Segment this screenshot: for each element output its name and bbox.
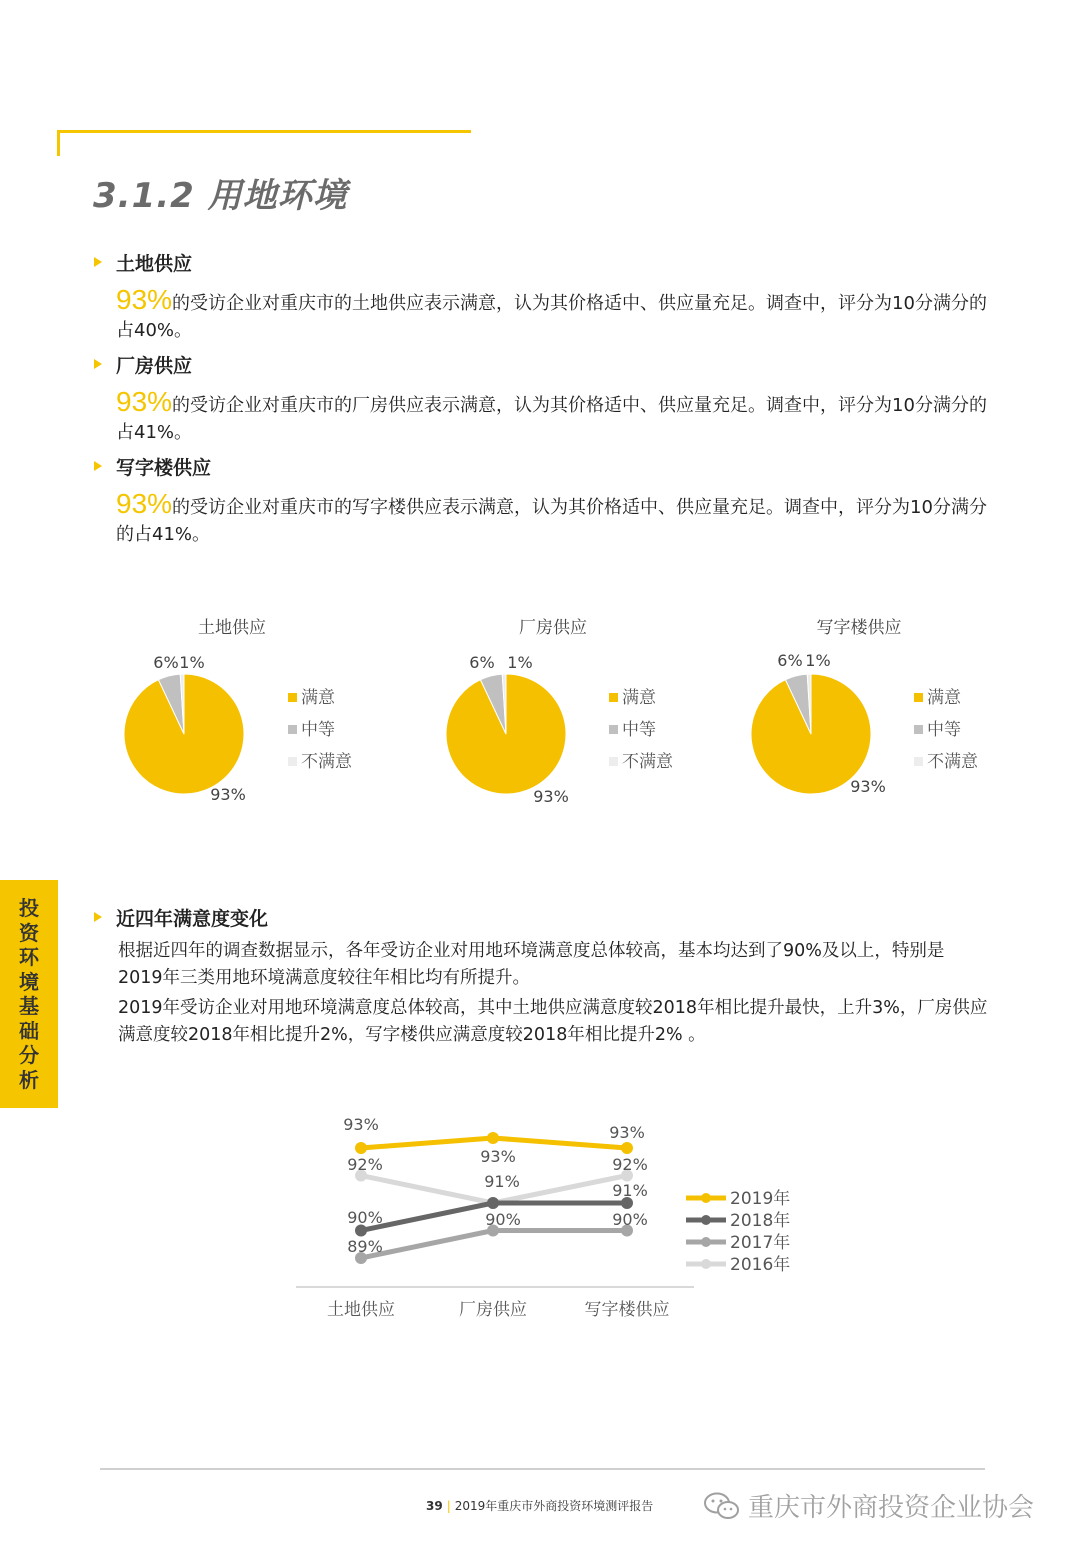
data-label: 90% [485,1210,521,1229]
sidebar-tab [0,880,58,1108]
pie-title: 土地供应 [198,618,266,638]
legend-label: 满意 [927,688,961,708]
data-label: 90% [612,1210,648,1229]
legend-marker [701,1193,711,1203]
sidebar-char: 投 [19,896,39,920]
data-point [355,1142,367,1154]
paragraph-text: 的受访企业对重庆市的写字楼供应表示满意，认为其价格适中、供应量充足。调查中，评分为10分满分的占41%。 [116,497,987,545]
pie-title: 写字楼供应 [816,618,902,638]
bullet-icon [94,257,102,267]
pie-label: 1% [507,653,533,672]
sidebar-char: 境 [19,969,39,994]
watermark-text: 重庆市外商投资企业协会 [748,1493,1035,1523]
pie-chart [124,618,352,804]
line-chart [0,1090,1080,1330]
trend-paragraph-2: 2019年受访企业对用地环境满意度总体较高，其中土地供应满意度较2018年相比提升最快，上升3%，厂房供应满意度较2018年相比提升2%，写字楼供应满意度较2018年相比提升2% 。 [118,998,988,1045]
paragraph-text: 的受访企业对重庆市的厂房供应表示满意，认为其价格适中、供应量充足。调查中，评分为10分满分的占41%。 [116,395,987,443]
pie-label: 6% [153,653,179,672]
sidebar-char: 环 [19,945,39,969]
legend-label: 中等 [622,720,656,740]
wechat-icon [702,1490,742,1522]
legend-swatch [288,693,297,702]
highlight-value: 93% [116,386,173,417]
title-frame-top [57,130,471,133]
sidebar-char: 析 [19,1067,39,1092]
paragraph-land-supply [116,286,996,344]
data-point [487,1132,499,1144]
pie-chart [751,618,978,796]
heading-land-supply: 土地供应 [116,253,193,275]
legend-label: 2018年 [730,1211,791,1231]
heading-office-supply: 写字楼供应 [116,457,212,479]
paragraph-factory-supply [116,388,996,446]
legend-label: 满意 [622,688,656,708]
sidebar-char: 础 [19,1018,39,1043]
legend-label: 中等 [301,720,335,740]
sidebar-char: 分 [19,1043,39,1067]
legend-label: 满意 [301,688,335,708]
pie-label: 93% [210,785,246,804]
sidebar-char: 基 [19,994,39,1018]
pie-label: 1% [179,653,205,672]
x-tick-label: 土地供应 [327,1300,395,1320]
page-number: 39 [426,1499,443,1513]
legend-swatch [609,757,618,766]
footer-divider [100,1468,985,1470]
legend-label: 不满意 [301,752,352,772]
pie-label: 93% [850,777,886,796]
legend-swatch [609,693,618,702]
legend-marker [701,1237,711,1247]
legend-swatch [914,693,923,702]
data-label: 90% [347,1208,383,1227]
footer [426,1497,653,1514]
bullet-icon [94,912,102,922]
heading-factory-supply: 厂房供应 [116,355,193,377]
legend-swatch [914,725,923,734]
pie-label: 1% [805,651,831,670]
legend-marker [701,1215,711,1225]
paragraph-text: 的受访企业对重庆市的土地供应表示满意，认为其价格适中、供应量充足。调查中，评分为10分满分的占40%。 [116,293,987,341]
watermark [702,1487,1034,1524]
legend-swatch [914,757,923,766]
highlight-value: 93% [116,284,173,315]
legend-label: 2016年 [730,1255,791,1275]
legend-label: 不满意 [927,752,978,772]
data-point [621,1142,633,1154]
pie-label: 6% [777,651,803,670]
pie-chart [446,618,673,806]
legend-label: 2017年 [730,1233,791,1253]
pie-label: 93% [533,787,569,806]
x-tick-label: 写字楼供应 [584,1300,670,1320]
bullet-icon [94,461,102,471]
data-label: 93% [609,1123,645,1142]
trend-paragraph-1: 根据近四年的调查数据显示，各年受访企业对用地环境满意度总体较高，基本均达到了90%及以上，特别是2019年三类用地环境满意度较往年相比均有所提升。 [118,941,945,988]
data-label: 91% [612,1181,648,1200]
footer-separator: | [446,1499,451,1513]
paragraph-office-supply [116,490,996,548]
data-point [487,1197,499,1209]
x-tick-label: 厂房供应 [459,1300,527,1320]
data-label: 92% [347,1155,383,1174]
pie-label: 6% [469,653,495,672]
legend-swatch [288,725,297,734]
data-label: 91% [484,1172,520,1191]
legend-swatch [609,725,618,734]
pie-charts [0,600,1080,830]
pie-title: 厂房供应 [519,618,587,638]
data-label: 93% [480,1147,516,1166]
legend-swatch [288,757,297,766]
report-title: 2019年重庆市外商投资环境测评报告 [454,1499,654,1513]
data-label: 92% [612,1155,648,1174]
heading-trend: 近四年满意度变化 [116,908,269,930]
legend-label: 中等 [927,720,961,740]
section-title: 3.1.2 用地环境 [93,176,348,216]
data-label: 93% [343,1115,379,1134]
legend-label: 不满意 [622,752,673,772]
data-label: 89% [347,1237,383,1256]
highlight-value: 93% [116,488,173,519]
title-frame-left [57,130,60,156]
bullet-icon [94,359,102,369]
line-series [355,1225,633,1265]
legend-label: 2019年 [730,1189,791,1209]
sidebar-char: 资 [19,920,39,945]
legend-marker [701,1259,711,1269]
